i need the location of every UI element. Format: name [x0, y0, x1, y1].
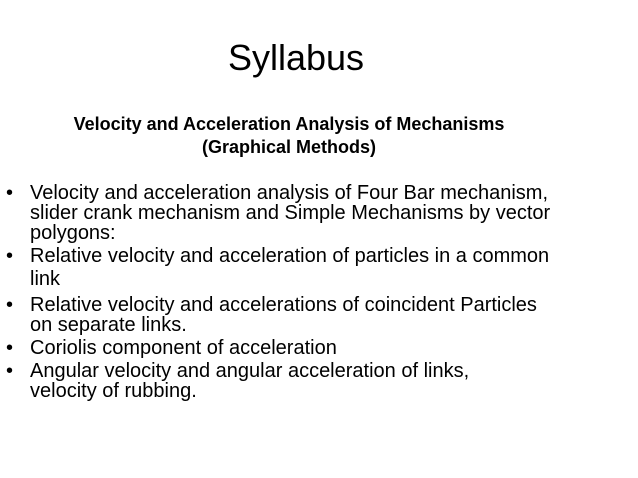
bullet-text-line: on separate links.	[30, 314, 187, 336]
bullet-text-line: velocity of rubbing.	[30, 380, 197, 402]
bullet-text-line: Relative velocity and accelerations of coincident Particles	[30, 294, 537, 316]
bullet-item	[0, 246, 638, 292]
bullet-text-line: Relative velocity and acceleration of particles in a common	[30, 245, 550, 267]
bullet-dot-icon: •	[6, 360, 14, 382]
bullet-dot-icon: •	[6, 337, 14, 359]
bullet-text-line: Angular velocity and angular acceleration of links,	[30, 360, 470, 382]
bullet-item	[0, 361, 638, 401]
bullet-text-line: slider crank mechanism and Simple Mechanisms by vector	[30, 202, 551, 224]
bullet-dot-icon: •	[6, 182, 14, 204]
bullet-item	[0, 183, 638, 243]
bullet-item	[0, 338, 638, 358]
bullet-dot-icon: •	[6, 245, 14, 267]
slide-subtitle	[0, 113, 578, 159]
bullet-text-line: polygons:	[30, 222, 116, 244]
bullet-item	[0, 295, 638, 335]
bullet-list	[0, 183, 638, 404]
bullet-text-line: Velocity and acceleration analysis of Four Bar mechanism,	[30, 182, 549, 204]
bullet-text-line: Coriolis component of acceleration	[30, 337, 337, 359]
slide-title: Syllabus	[227, 37, 365, 78]
bullet-text-line: link	[30, 268, 61, 290]
subtitle-line-1: Velocity and Acceleration Analysis of Mechanisms	[73, 114, 505, 134]
bullet-dot-icon: •	[6, 294, 14, 316]
subtitle-line-2: (Graphical Methods)	[201, 137, 376, 157]
